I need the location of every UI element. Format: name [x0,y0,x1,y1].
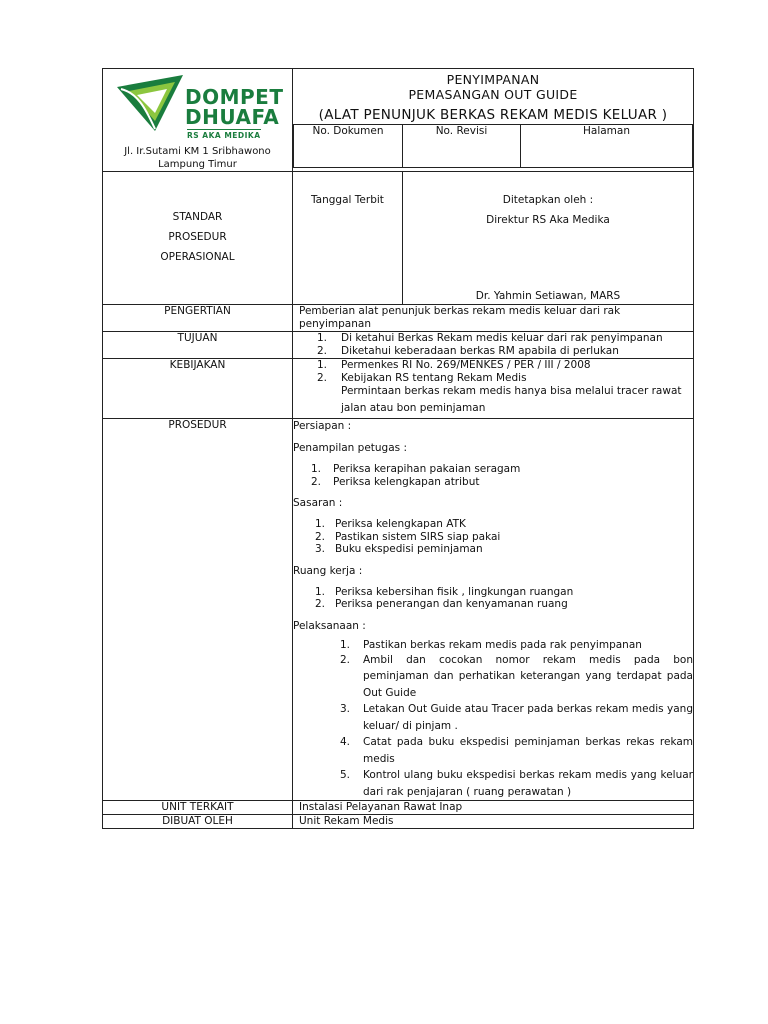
title-line-1: PENYIMPANAN [446,72,540,87]
document-meta-table [293,124,693,168]
unit-terkait-label: UNIT TERKAIT [103,801,293,815]
issue-date-label: Tanggal Terbit [311,194,384,206]
page-label: Halaman [521,125,693,168]
title-cell [293,69,694,172]
kebijakan-label: KEBIJAKAN [103,359,293,419]
list-item: 5. Kontrol ulang buku ekspedisi berkas rekam medis yang keluar dari rak penjajaran ( ruang perawatan ) [340,769,693,798]
document-title [293,69,693,124]
issued-divider [402,172,403,304]
penampilan-heading: Penampilan petugas : [293,442,408,454]
list-item: 1. Di ketahui Berkas Rekam medis keluar dari rak penyimpanan [317,332,663,344]
hospital-address [103,145,292,171]
sop-label-cell [103,172,293,305]
title-line-2: PEMASANGAN OUT GUIDE [408,87,578,102]
pelaksanaan-heading: Pelaksanaan : [293,619,366,632]
sop-label-standar: STANDAR [172,211,223,223]
tujuan-cell [293,332,694,359]
unit-terkait-text: Instalasi Pelayanan Rawat Inap [293,801,694,815]
list-item: 2. Periksa kelengkapan atribut [311,475,480,488]
issued-cell [293,172,694,305]
list-item: 2. Ambil dan cocokan nomor rekam medis pada bon peminjaman dan perhatikan keterangan yang terdapat pada Out Guide [340,653,693,699]
prosedur-cell [293,419,694,801]
list-item: 2. Kebijakan RS tentang Rekam Medis [317,372,527,384]
persiapan-heading: Persiapan : [293,420,352,432]
director-name: Dr. Yahmin Setiawan, MARS [475,290,621,302]
address-line-2: Lampung Timur [158,159,237,170]
list-item: 1. Permenkes RI No. 269/MENKES / PER / III / 2008 [317,359,591,371]
sasaran-heading: Sasaran : [293,497,343,509]
list-item: 1. Pastikan berkas rekam medis pada rak penyimpanan [340,638,642,651]
set-by-label: Ditetapkan oleh : [502,194,594,206]
pengertian-label: PENGERTIAN [103,305,293,332]
list-item: 3. Letakan Out Guide atau Tracer pada berkas rekam medis yang keluar/ di pinjam . [340,703,693,732]
list-item: 2. Periksa penerangan dan kenyamanan ruang [315,598,568,610]
list-item: 2. Diketahui keberadaan berkas RM apabila di perlukan [317,345,619,357]
list-item: 3. Buku ekspedisi peminjaman [315,543,483,555]
tujuan-label: TUJUAN [103,332,293,359]
ruang-kerja-heading: Ruang kerja : [293,564,363,577]
dompet-dhuafa-logo [115,73,291,140]
dibuat-oleh-label: DIBUAT OLEH [103,815,293,829]
sop-label-operasional: OPERASIONAL [160,251,235,263]
address-line-1: Jl. Ir.Sutami KM 1 Sribhawono [124,146,271,157]
dibuat-oleh-text: Unit Rekam Medis [293,815,694,829]
revision-number-label: No. Revisi [403,125,521,168]
director-title: Direktur RS Aka Medika [486,214,610,226]
list-item: 1. Periksa kerapihan pakaian seragam [311,463,521,475]
kebijakan-cell [293,359,694,419]
list-item: 4. Catat pada buku ekspedisi peminjaman berkas rekas rekam medis [340,736,693,765]
logo-word-dompet: DOMPET [185,85,284,109]
sop-table [102,68,694,829]
list-item: 2. Pastikan sistem SIRS siap pakai [315,530,501,543]
prosedur-label: PROSEDUR [103,419,293,801]
kebijakan-continuation-2: jalan atau bon peminjaman [341,402,486,414]
doc-number-label: No. Dokumen [294,125,403,168]
kebijakan-continuation-1: Permintaan berkas rekam medis hanya bisa melalui tracer rawat [341,385,682,397]
logo-mark-icon [115,73,185,133]
list-item: 1. Periksa kebersihan fisik , lingkungan ruangan [315,585,574,598]
pengertian-text: Pemberian alat penunjuk berkas rekam medis keluar dari rak penyimpanan [293,305,694,332]
logo-word-rs: RS AKA MEDIKA [187,131,261,140]
list-item: 1. Periksa kelengkapan ATK [315,518,466,530]
logo-cell [103,69,293,172]
title-line-3: (ALAT PENUNJUK BERKAS REKAM MEDIS KELUAR ) [318,107,668,123]
logo-word-dhuafa: DHUAFA [185,105,280,129]
sop-label-prosedur: PROSEDUR [168,231,227,243]
